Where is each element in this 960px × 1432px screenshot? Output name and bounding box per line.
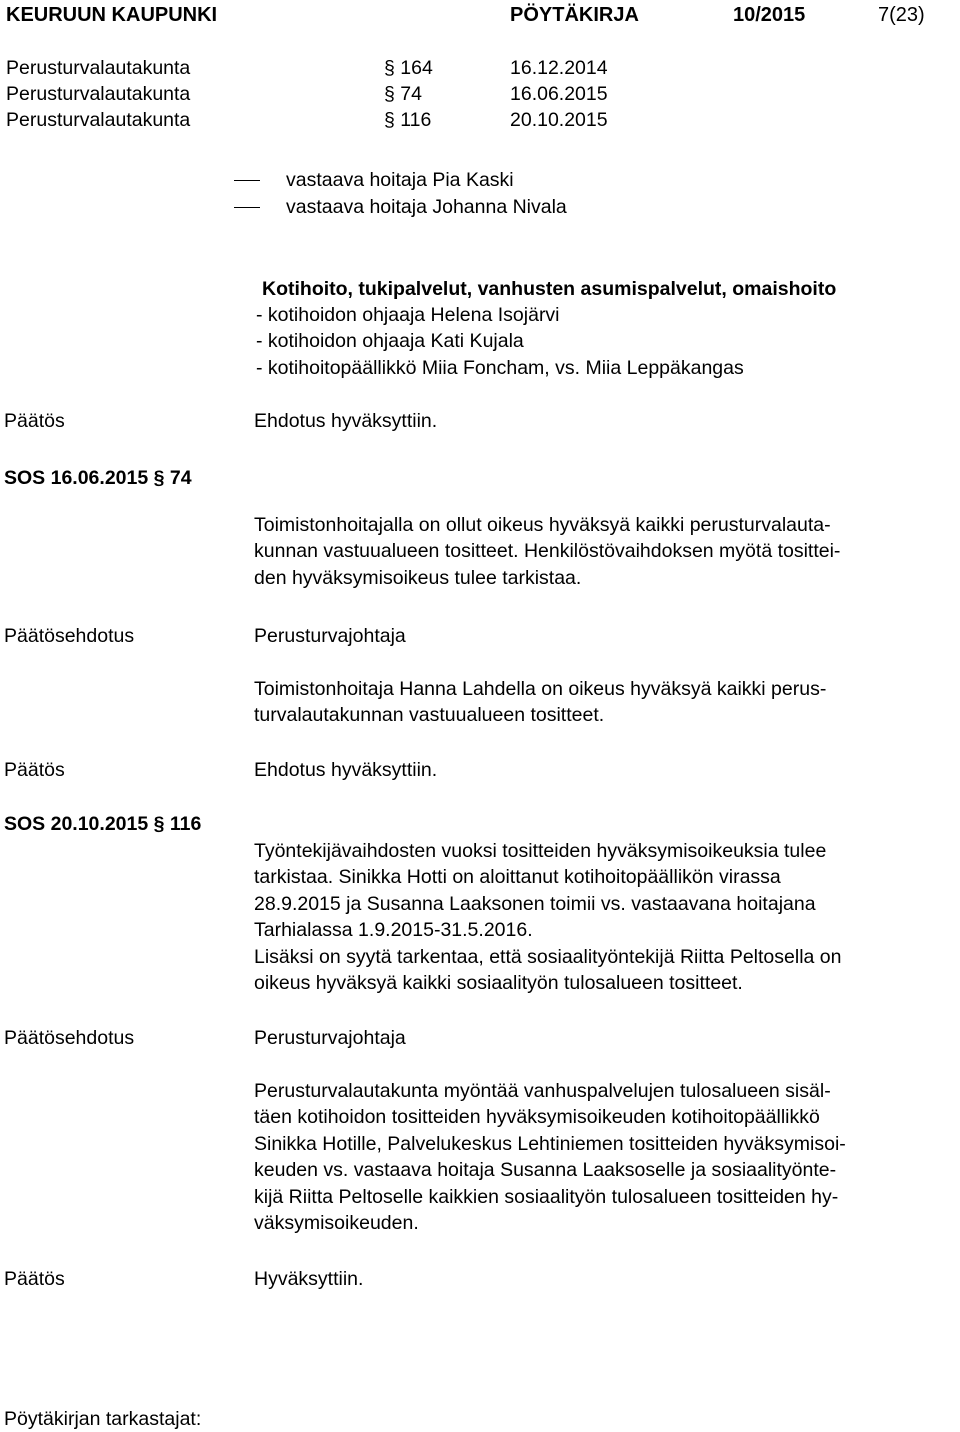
paragraph-line: Sinikka Hotille, Palvelukeskus Lehtiniemen tositteiden hyväksymisoi-	[254, 1132, 846, 1155]
paragraph-line: Toimistonhoitajalla on ollut oikeus hyväksyä kaikki perusturvalauta-	[254, 514, 831, 536]
paragraph-line: Tarhialassa 1.9.2015-31.5.2016.	[254, 919, 533, 942]
ref-section: § 116	[384, 109, 432, 131]
paragraph-line: oikeus hyväksyä kaikki sosiaalityön tulosalueen tositteet.	[254, 972, 743, 995]
decision-text: Hyväksyttiin.	[254, 1268, 364, 1290]
decision-label: Päätös	[4, 1268, 65, 1290]
proposer: Perusturvajohtaja	[254, 625, 406, 647]
proposal-text	[254, 676, 954, 729]
paragraph-line: 28.9.2015 ja Susanna Laaksonen toimii vs. vastaavana hoitajana	[254, 892, 816, 915]
decision-label: Päätös	[4, 759, 65, 781]
dash-item: vastaava hoitaja Pia Kaski	[286, 169, 514, 191]
section-paragraph	[254, 512, 954, 591]
paragraph-line: Perusturvalautakunta myöntää vanhuspalvelujen tulosalueen sisäl-	[254, 1080, 831, 1102]
paragraph-line: turvalautakunnan vastuualueen tositteet.	[254, 704, 605, 727]
services-item: - kotihoitopäällikkö Miia Foncham, vs. Miia Leppäkangas	[256, 357, 744, 379]
decision-text: Ehdotus hyväksyttiin.	[254, 410, 438, 432]
ref-section: § 164	[384, 57, 433, 79]
dash-bullet	[234, 180, 260, 181]
paragraph-line: väksymisoikeuden.	[254, 1212, 419, 1235]
doc-type: PÖYTÄKIRJA	[510, 4, 639, 26]
paragraph-line: Lisäksi on syytä tarkentaa, että sosiaalityöntekijä Riitta Peltosella on	[254, 945, 842, 968]
decision-label: Päätös	[4, 410, 65, 432]
paragraph-line: keuden vs. vastaava hoitaja Susanna Laaksoselle ja sosiaalityönte-	[254, 1159, 837, 1182]
decision-text: Ehdotus hyväksyttiin.	[254, 759, 438, 781]
paragraph-line: täen kotihoidon tositteiden hyväksymisoikeuden kotihoitopäällikkö	[254, 1106, 820, 1129]
ref-body: Perusturvalautakunta	[6, 83, 191, 105]
paragraph-line: Toimistonhoitaja Hanna Lahdella on oikeus hyväksyä kaikki perus-	[254, 678, 827, 700]
services-item: - kotihoidon ohjaaja Kati Kujala	[256, 330, 524, 352]
paragraph-line: den hyväksymisoikeus tulee tarkistaa.	[254, 566, 582, 589]
doc-number: 10/2015	[733, 4, 806, 26]
proposal-label: Päätösehdotus	[4, 625, 135, 647]
section-heading: SOS 20.10.2015 § 116	[4, 813, 202, 835]
page-number: 7(23)	[878, 4, 925, 26]
proposer: Perusturvajohtaja	[254, 1027, 406, 1049]
services-heading: Kotihoito, tukipalvelut, vanhusten asumispalvelut, omaishoito	[262, 278, 837, 300]
proposal-text	[254, 1078, 954, 1236]
reviewers-label: Pöytäkirjan tarkastajat:	[4, 1408, 202, 1430]
section-heading: SOS 16.06.2015 § 74	[4, 467, 192, 489]
ref-date: 20.10.2015	[510, 109, 608, 131]
ref-body: Perusturvalautakunta	[6, 109, 191, 131]
services-item: - kotihoidon ohjaaja Helena Isojärvi	[256, 304, 560, 326]
ref-date: 16.12.2014	[510, 57, 608, 79]
dash-bullet	[234, 207, 260, 208]
ref-date: 16.06.2015	[510, 83, 608, 105]
paragraph-line: Työntekijävaihdosten vuoksi tositteiden hyväksymisoikeuksia tulee	[254, 840, 827, 862]
org-name: KEURUUN KAUPUNKI	[6, 4, 218, 26]
paragraph-line: kijä Riitta Peltoselle kaikkien sosiaalityön tulosalueen tositteiden hy-	[254, 1185, 839, 1208]
paragraph-line: tarkistaa. Sinikka Hotti on aloittanut kotihoitopäällikön virassa	[254, 866, 781, 889]
section-paragraph	[254, 838, 954, 996]
dash-item: vastaava hoitaja Johanna Nivala	[286, 196, 567, 218]
paragraph-line: kunnan vastuualueen tositteet. Henkilöstövaihdoksen myötä tosittei-	[254, 540, 841, 563]
ref-section: § 74	[384, 83, 422, 105]
proposal-label: Päätösehdotus	[4, 1027, 135, 1049]
ref-body: Perusturvalautakunta	[6, 57, 191, 79]
